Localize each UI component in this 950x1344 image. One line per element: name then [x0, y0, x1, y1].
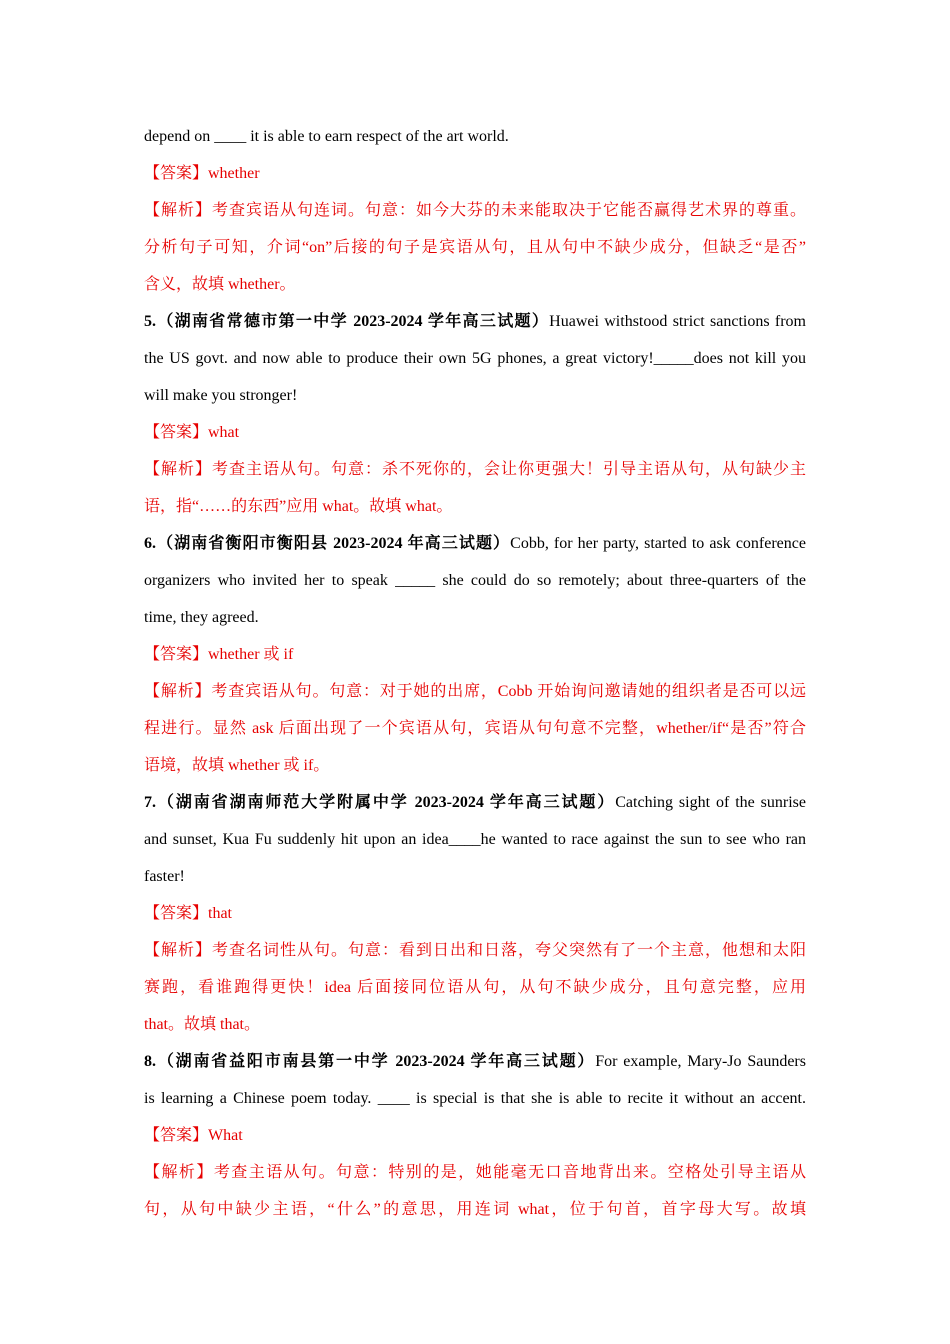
q5-answer: 【答案】what [144, 424, 240, 441]
q7-line-3: faster! [144, 868, 185, 885]
q7-analysis-line-3: that。故填 that。 [144, 1016, 260, 1033]
q5-text-1: Huawei withstood strict sanctions from [549, 313, 806, 330]
document-page [144, 118, 806, 1228]
intro-analysis-line-1: 【解析】考查宾语从句连词。句意：如今大芬的未来能取决于它能否赢得艺术界的尊重。 [144, 202, 806, 219]
q6-line-1 [144, 525, 806, 562]
q6-answer: 【答案】whether 或 if [144, 646, 294, 663]
q8-line-1 [144, 1043, 806, 1080]
q5-line-2: the US govt. and now able to produce their own 5G phones, a great victory!_____does not kill you [144, 350, 806, 367]
q5-source: 5.（湖南省常德市第一中学 2023-2024 学年高三试题） [144, 313, 550, 330]
q5-analysis-line-1: 【解析】考查主语从句。句意：杀不死你的，会让你更强大！引导主语从句，从句缺少主 [144, 461, 806, 478]
q7-analysis-line-1: 【解析】考查名词性从句。句意：看到日出和日落，夸父突然有了一个主意，他想和太阳 [144, 942, 806, 959]
intro-answer: 【答案】whether [144, 165, 260, 182]
q8-source: 8.（湖南省益阳市南县第一中学 2023-2024 学年高三试题） [144, 1053, 596, 1070]
q8-line-2: is learning a Chinese poem today. ____ is special is that she is able to recite it without an accent. [144, 1090, 806, 1107]
q8-analysis-line-1: 【解析】考查主语从句。句意：特别的是，她能毫无口音地背出来。空格处引导主语从 [144, 1164, 806, 1181]
q8-analysis-line-2: 句，从句中缺少主语，“什么”的意思，用连词 what，位于句首，首字母大写。故填 [144, 1201, 806, 1218]
intro-question-line: depend on ____ it is able to earn respect of the art world. [144, 128, 509, 145]
q6-line-3: time, they agreed. [144, 609, 259, 626]
q6-line-2: organizers who invited her to speak _____ she could do so remotely; about three-quarters of the [144, 572, 806, 589]
q5-line-3: will make you stronger! [144, 387, 298, 404]
q7-text-1: Catching sight of the sunrise [615, 794, 806, 811]
q7-line-2: and sunset, Kua Fu suddenly hit upon an idea____he wanted to race against the sun to see who ran [144, 831, 806, 848]
q6-analysis-line-3: 语境，故填 whether 或 if。 [144, 757, 330, 774]
intro-analysis-line-2: 分析句子可知，介词“on”后接的句子是宾语从句，且从句中不缺少成分，但缺乏“是否” [144, 239, 806, 256]
q7-analysis-line-2: 赛跑，看谁跑得更快！idea 后面接同位语从句，从句不缺少成分，且句意完整，应用 [144, 979, 806, 996]
q6-source: 6.（湖南省衡阳市衡阳县 2023-2024 年高三试题） [144, 535, 511, 552]
q8-answer: 【答案】What [144, 1127, 243, 1144]
q6-analysis-line-1: 【解析】考查宾语从句。句意：对于她的出席，Cobb 开始询问邀请她的组织者是否可以远 [144, 683, 806, 700]
q7-source: 7.（湖南省湖南师范大学附属中学 2023-2024 学年高三试题） [144, 794, 616, 811]
intro-analysis-line-3: 含义，故填 whether。 [144, 276, 296, 293]
q6-analysis-line-2: 程进行。显然 ask 后面出现了一个宾语从句，宾语从句句意不完整，whether/if“是否”符合 [144, 720, 806, 737]
q8-text-1: For example, Mary-Jo Saunders [595, 1053, 806, 1070]
q7-line-1 [144, 784, 806, 821]
q6-text-1: Cobb, for her party, started to ask conference [510, 535, 806, 552]
q5-line-1 [144, 303, 806, 340]
q7-answer: 【答案】that [144, 905, 232, 922]
q5-analysis-line-2: 语，指“……的东西”应用 what。故填 what。 [144, 498, 453, 515]
